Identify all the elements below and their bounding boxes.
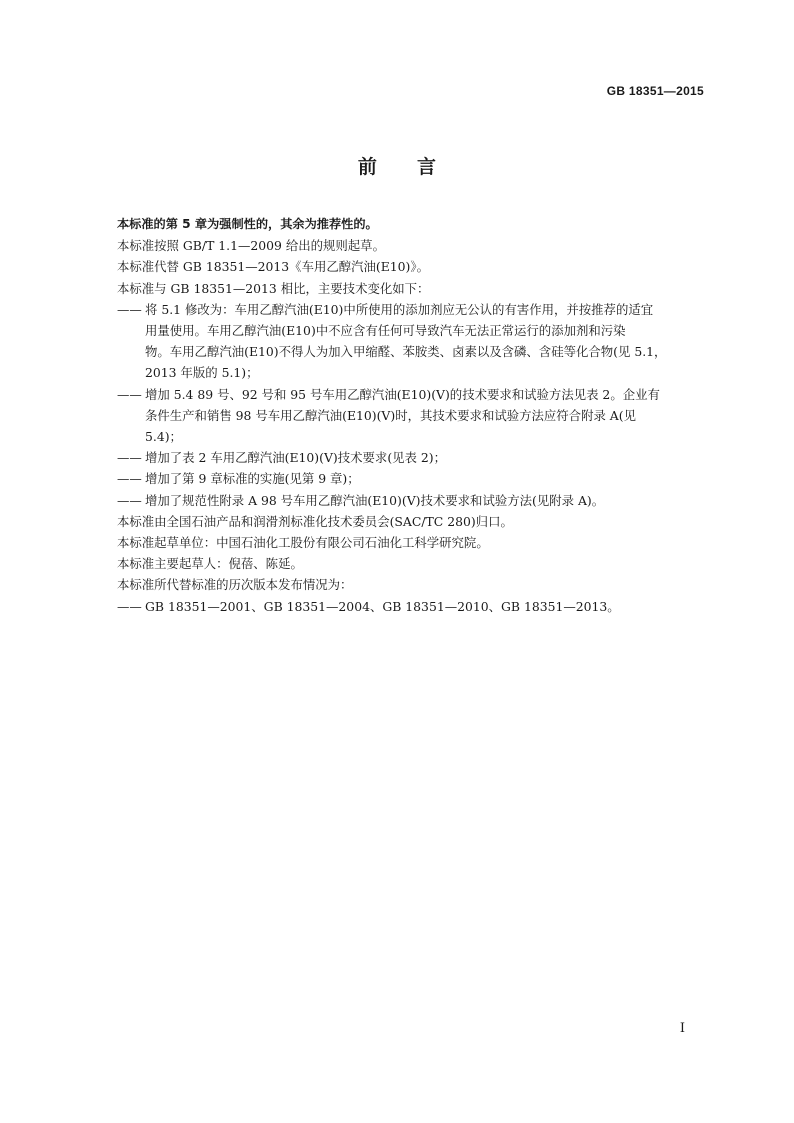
title-char-1: 前: [357, 156, 377, 178]
history-item: [117, 596, 707, 617]
drafting-rule-statement: 本标准按照 GB/T 1.1—2009 给出的规则起草。: [117, 238, 385, 254]
change-item-line: 物。车用乙醇汽油(E10)不得人为加入甲缩醛、苯胺类、卤素以及含磷、含硅等化合物(见 5.1，: [145, 344, 667, 360]
change-item: [117, 468, 707, 489]
change-item-line: 将 5.1 修改为：车用乙醇汽油(E10)中所使用的添加剂应无公认的有害作用，并按推荐的适宜: [145, 301, 654, 317]
change-item-line: 增加了表 2 车用乙醇汽油(E10)(Ⅴ)技术要求(见表 2)；: [145, 450, 446, 466]
changes-intro: 本标准与 GB 18351—2013 相比，主要技术变化如下：: [117, 280, 430, 296]
dash-marker: ——: [117, 450, 142, 466]
foreword-body: [117, 214, 707, 617]
change-item-line: 增加了规范性附录 A 98 号车用乙醇汽油(E10)(Ⅴ)技术要求和试验方法(见附录 A)。: [145, 492, 605, 508]
dash-marker: ——: [117, 492, 142, 508]
standard-code: GB 18351—2015: [606, 84, 704, 98]
dash-marker: ——: [117, 471, 142, 487]
dash-marker: ——: [117, 301, 142, 317]
change-item-line: 2013 年版的 5.1)；: [145, 365, 259, 381]
change-item: [117, 299, 707, 384]
history-versions: GB 18351—2001、GB 18351—2004、GB 18351—2010、GB 18351—2013。: [145, 598, 620, 614]
drafting-unit-statement: 本标准起草单位：中国石油化工股份有限公司石油化工科学研究院。: [117, 535, 489, 551]
change-item-line: 增加了第 9 章标准的实施(见第 9 章)；: [145, 471, 360, 487]
change-item-line: 用量使用。车用乙醇汽油(E10)中不应含有任何可导致汽车无法正常运行的添加剂和污染: [145, 323, 626, 339]
mandatory-clause-statement: 本标准的第 5 章为强制性的，其余为推荐性的。: [117, 217, 378, 231]
change-item-line: 5.4)；: [145, 429, 182, 445]
replacement-statement: 本标准代替 GB 18351—2013《车用乙醇汽油(E10)》。: [117, 259, 429, 275]
change-item: [117, 490, 707, 511]
change-item: [117, 384, 707, 448]
dash-marker: ——: [117, 386, 142, 402]
change-item-line: 增加 5.4 89 号、92 号和 95 号车用乙醇汽油(E10)(Ⅴ)的技术要求和试验方法见表 2。企业有: [145, 386, 660, 402]
drafters-statement: 本标准主要起草人：倪蓓、陈延。: [117, 556, 303, 572]
title-char-2: 言: [417, 156, 437, 178]
change-item: [117, 447, 707, 468]
dash-marker: ——: [117, 598, 142, 614]
change-item-line: 条件生产和销售 98 号车用乙醇汽油(E10)(Ⅴ)时，其技术要求和试验方法应符合附录 A(见: [145, 407, 636, 423]
page-title: [0, 152, 794, 179]
page-number: I: [679, 1021, 685, 1036]
history-intro: 本标准所代替标准的历次版本发布情况为：: [117, 577, 353, 593]
committee-statement: 本标准由全国石油产品和润滑剂标准化技术委员会(SAC/TC 280)归口。: [117, 513, 513, 529]
